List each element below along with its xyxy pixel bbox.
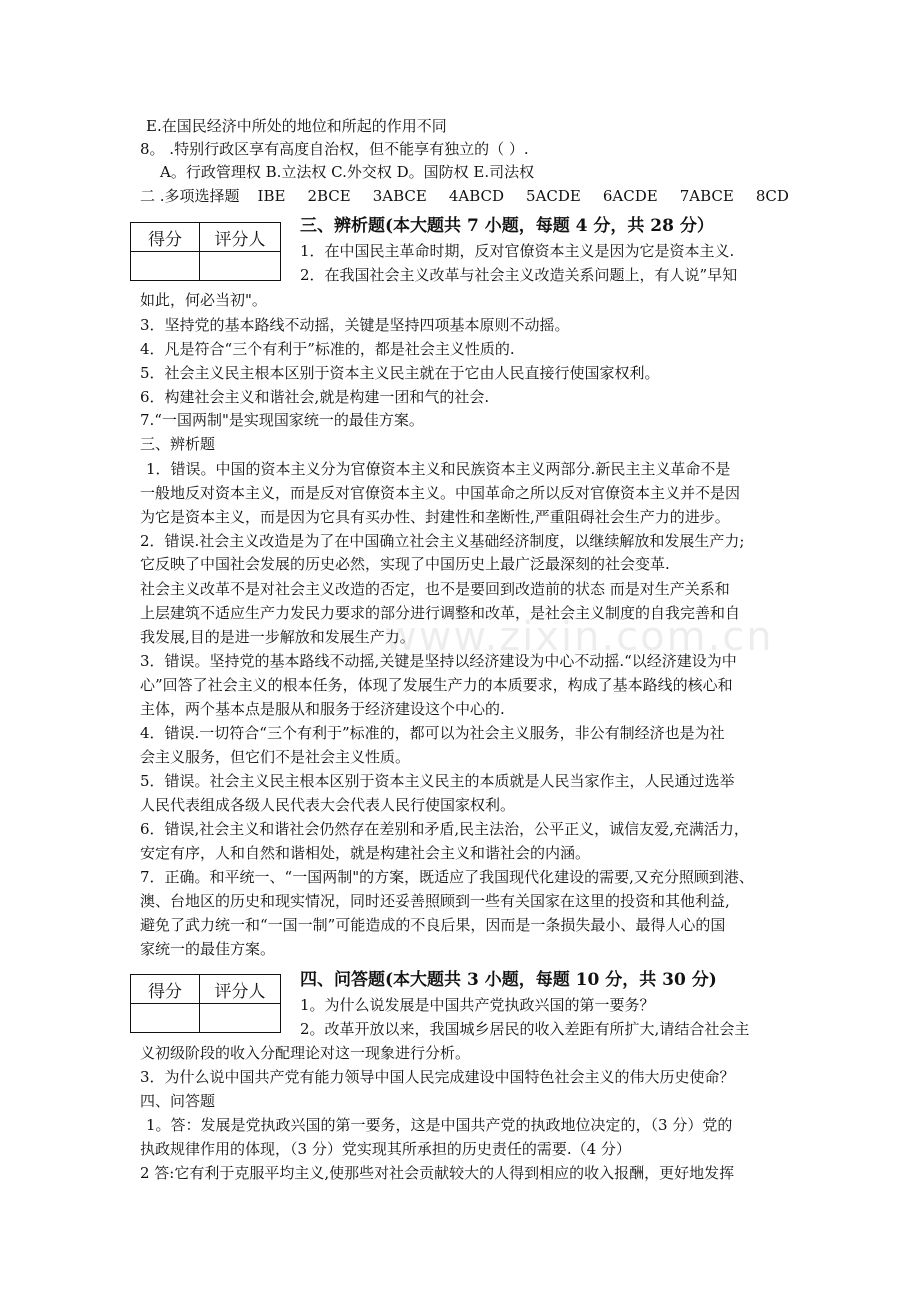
sec3-q2-cont: 如此，何必当初"。 — [140, 291, 267, 309]
mc-answer: IBE — [257, 187, 286, 205]
grader-cell — [200, 1004, 281, 1033]
answer-3-3: 心”回答了社会主义的根本任务，体现了发展生产力的本质要求，构成了基本路线的核心和 — [140, 676, 733, 694]
answer-3-2: 2．错误.社会主义改造是为了在中国确立社会主义基础经济制度，以继续解放和发展生产力; — [140, 532, 745, 550]
question-8-options: A。行政管理权 B.立法权 C.外交权 D。国防权 E.司法权 — [160, 163, 535, 181]
answers-4-heading: 四、问答题 — [140, 1092, 216, 1110]
sec4-q1: 1。为什么说发展是中国共产党执政兴国的第一要务？ — [300, 996, 655, 1014]
mc-answer: 2BCE — [307, 187, 351, 205]
answer-3-1: 为它是资本主义，而是因为它具有买办性、封建性和垄断性,严重阻碍社会生产力的进步。 — [140, 508, 730, 526]
answer-3-7: 家统一的最佳方案。 — [140, 940, 276, 958]
answer-3-7: 7．正确。和平统一、“一国两制"的方案，既适应了我国现代化建设的需要,又充分照顾到港、 — [140, 868, 754, 886]
mc-answer: 8CD — [755, 187, 789, 205]
mc-answer: 3ABCE — [372, 187, 427, 205]
answer-4-1: 执政规律作用的体现，（3 分）党实现其所承担的历史责任的需要.（4 分） — [140, 1140, 631, 1158]
answers-3-heading: 三、辨析题 — [140, 435, 216, 453]
answer-3-6: 6．错误,社会主义和谐社会仍然存在差别和矛盾,民主法治，公平正义，诚信友爱,充满活力， — [140, 820, 749, 838]
mc-answer: 5ACDE — [526, 187, 581, 205]
grader-cell — [200, 252, 281, 281]
sec3-q5: 5．社会主义民主根本区别于资本主义民主就在于它由人民直接行使国家权利。 — [140, 364, 660, 382]
sec3-q7: 7.“一国两制"是实现国家统一的最佳方案。 — [140, 411, 424, 429]
sec3-q3: 3．坚持党的基本路线不动摇，关键是坚持四项基本原则不动摇。 — [140, 316, 570, 334]
score-header: 得分 — [131, 223, 200, 252]
answer-4-2: 2 答:它有利于克服平均主义,使那些对社会贡献较大的人得到相应的收入报酬，更好地发挥 — [140, 1164, 735, 1182]
answer-3-3: 主体，两个基本点是服从和服务于经济建设这个中心的. — [140, 700, 505, 718]
score-cell — [131, 252, 200, 281]
score-table-1 — [130, 222, 281, 281]
mc-label: 二 .多项选择题 — [140, 187, 240, 205]
mc-answer: 4ABCD — [448, 187, 505, 205]
score-cell — [131, 1004, 200, 1033]
section-4-title: 四、问答题(本大题共 3 小题，每题 10 分，共 30 分) — [300, 970, 717, 990]
answer-3-5: 5．错误。社会主义民主根本区别于资本主义民主的本质就是人民当家作主，人民通过选举 — [140, 772, 735, 790]
sec4-q3: 3．为什么说中国共产党有能力领导中国人民完成建设中国特色社会主义的伟大历史使命？ — [140, 1068, 735, 1086]
answer-4-1: 1。答：发展是党执政兴国的第一要务，这是中国共产党的执政地位决定的，（3 分）党的 — [146, 1116, 733, 1134]
question-8: 8。 .特别行政区享有高度自治权，但不能享有独立的（ ）. — [140, 140, 529, 158]
answer-3-4: 4．错误.一切符合“三个有利于”标准的，都可以为社会主义服务，非公有制经济也是为社 — [140, 724, 725, 742]
grader-header: 评分人 — [200, 223, 281, 252]
answer-3-3: 3．错误。坚持党的基本路线不动摇,关键是坚持以经济建设为中心不动摇.“以经济建设为中 — [140, 652, 737, 670]
mc-answer-line — [140, 185, 811, 207]
sec3-q4: 4．凡是符合“三个有利于”标准的，都是社会主义性质的. — [140, 340, 515, 358]
sec3-q1: 1．在中国民主革命时期，反对官僚资本主义是因为它是资本主义. — [300, 242, 735, 260]
sec4-q2: 2。改革开放以来，我国城乡居民的收入差距有所扩大,请结合社会主 — [300, 1020, 750, 1038]
answer-3-2: 我发展,目的是进一步解放和发展生产力。 — [140, 628, 415, 646]
section-3-title: 三、辨析题(本大题共 7 小题，每题 4 分，共 28 分） — [300, 216, 714, 236]
sec4-q2-cont: 义初级阶段的收入分配理论对这一现象进行分析。 — [140, 1044, 471, 1062]
answer-3-4: 会主义服务，但它们不是社会主义性质。 — [140, 748, 411, 766]
watermark: www.zixin.com.cn — [384, 614, 774, 660]
mc-answer: 7ABCE — [679, 187, 734, 205]
answer-3-2: 它反映了中国社会发展的历史必然，实现了中国历史上最广泛最深刻的社会变革. — [140, 555, 670, 573]
mc-answer: 6ACDE — [602, 187, 658, 205]
answer-3-1: 一般地反对资本主义，而是反对官僚资本主义。中国革命之所以反对官僚资本主义并不是因 — [140, 484, 741, 502]
score-header: 得分 — [131, 975, 200, 1004]
answer-3-7: 避免了武力统一和“一国一制”可能造成的不良后果，因而是一条损失最小、最得人心的国 — [140, 916, 726, 934]
sec3-q6: 6．构建社会主义和谐社会,就是构建一团和气的社会. — [140, 388, 490, 406]
option-e: E.在国民经济中所处的地位和所起的作用不同 — [146, 117, 447, 135]
answer-3-1: 1．错误。中国的资本主义分为官僚资本主义和民族资本主义两部分.新民主主义革命不是 — [146, 460, 731, 478]
answer-3-2: 社会主义改革不是对社会主义改造的否定，也不是要回到改造前的状态 而是对生产关系和 — [140, 580, 730, 598]
answer-3-7: 澳、台地区的历史和现实情况，同时还妥善照顾到一些有关国家在这里的投资和其他利益, — [140, 892, 730, 910]
answer-3-2: 上层建筑不适应生产力发民力要求的部分进行调整和改革，是社会主义制度的自我完善和自 — [140, 604, 741, 622]
answer-3-5: 人民代表组成各级人民代表大会代表人民行使国家权利。 — [140, 796, 516, 814]
score-table-2 — [130, 974, 281, 1033]
grader-header: 评分人 — [200, 975, 281, 1004]
sec3-q2: 2．在我国社会主义改革与社会主义改造关系问题上，有人说”早知 — [300, 266, 738, 284]
answer-3-6: 安定有序，人和自然和谐相处，就是构建社会主义和谐社会的内涵。 — [140, 844, 591, 862]
